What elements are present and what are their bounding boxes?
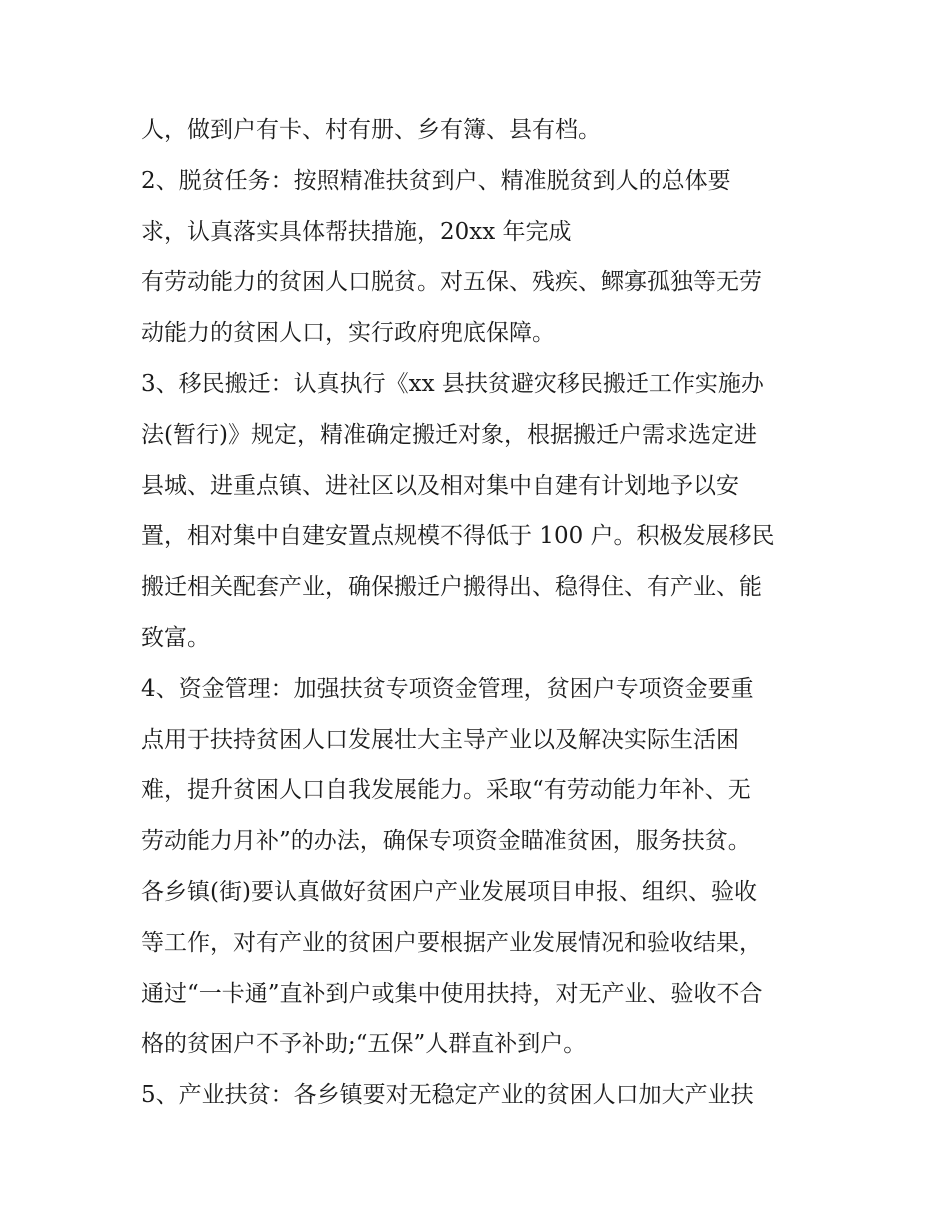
text-line: 4、资金管理：加强扶贫专项资金管理，贫困户专项资金要重 <box>141 675 754 702</box>
text-line: 县城、进重点镇、进社区以及相对集中自建有计划地予以安 <box>141 472 739 499</box>
text-line: 5、产业扶贫：各乡镇要对无稳定产业的贫困人口加大产业扶 <box>141 1082 754 1109</box>
text-line: 等工作，对有产业的贫困户要根据产业发展情况和验收结果， <box>141 929 762 956</box>
text-line: 致富。 <box>141 624 210 651</box>
text-line: 3、移民搬迁：认真执行《xx 县扶贫避灾移民搬迁工作实施办 <box>141 370 764 397</box>
text-line: 搬迁相关配套产业，确保搬迁户搬得出、稳得住、有产业、能 <box>141 574 762 601</box>
text-line: 难，提升贫困人口自我发展能力。采取“有劳动能力年补、无 <box>141 777 751 804</box>
document-body <box>141 105 831 1121</box>
text-line: 法(暂行)》规定，精准确定搬迁对象，根据搬迁户需求选定进 <box>141 421 757 448</box>
text-line: 动能力的贫困人口，实行政府兜底保障。 <box>141 320 555 347</box>
text-line: 通过“一卡通”直补到户或集中使用扶持，对无产业、验收不合 <box>141 980 763 1007</box>
text-line: 各乡镇(街)要认真做好贫困户产业发展项目申报、组织、验收 <box>141 878 757 905</box>
text-line: 点用于扶持贫困人口发展壮大主导产业以及解决实际生活困 <box>141 726 739 753</box>
text-line: 格的贫困户不予补助;“五保”人群直补到户。 <box>141 1031 587 1058</box>
text-line: 劳动能力月补”的办法，确保专项资金瞄准贫困，服务扶贫。 <box>141 828 751 855</box>
text-line: 2、脱贫任务：按照精准扶贫到户、精准脱贫到人的总体要 <box>141 167 731 194</box>
text-line: 置，相对集中自建安置点规模不得低于 100 户。积极发展移民 <box>141 523 775 550</box>
text-line: 求，认真落实具体帮扶措施，20xx 年完成 <box>141 218 572 245</box>
text-line: 人，做到户有卡、村有册、乡有簿、县有档。 <box>141 117 601 143</box>
text-line: 有劳动能力的贫困人口脱贫。对五保、残疾、鳏寡孤独等无劳 <box>141 269 762 296</box>
